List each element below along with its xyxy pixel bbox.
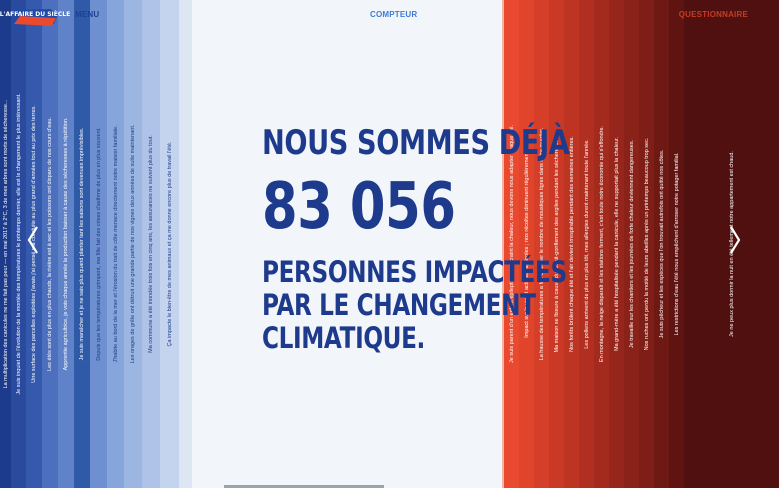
chevron-right-icon[interactable] bbox=[728, 225, 742, 255]
testimony-stripe[interactable] bbox=[90, 0, 107, 488]
testimony-stripe[interactable] bbox=[594, 0, 609, 488]
headline-line: PAR LE CHANGEMENT bbox=[262, 288, 536, 322]
testimony-stripe[interactable] bbox=[107, 0, 124, 488]
testimony-stripe[interactable] bbox=[58, 0, 74, 488]
testimony-stripe[interactable] bbox=[564, 0, 579, 488]
testimony-stripe[interactable] bbox=[160, 0, 179, 488]
testimony-text: Nos ruches ont perdu la moitié de leurs abeilles après un printemps beaucoup trop sec. bbox=[643, 137, 650, 351]
testimony-stripe[interactable] bbox=[639, 0, 654, 488]
testimony-text: Je suis parent d'un enfant épileptique qui craint la chaleur, nous devons nous adapter chaque été. bbox=[508, 124, 515, 364]
testimony-text: La multiplication des canicules ne me fait pas peur — en mai 2017 à 2°C, 3 de mes arbres sont morts de sécheresse... bbox=[2, 99, 9, 389]
testimony-stripe[interactable] bbox=[654, 0, 669, 488]
impact-counter: 83 056 bbox=[262, 170, 456, 244]
testimony-text: Je suis pêcheur et les espèces que l'on trouvait autrefois ont quitté nos côtes. bbox=[658, 149, 665, 339]
testimony-stripe[interactable] bbox=[549, 0, 564, 488]
top-nav-bar bbox=[0, 0, 768, 31]
headline-line: CLIMATIQUE. bbox=[262, 321, 425, 355]
testimony-text: Ma maison se fissure à cause du retrait-gonflement des argiles pendant les sécheresses. bbox=[553, 135, 560, 353]
center-panel-stripe bbox=[192, 0, 502, 488]
chevron-left-icon[interactable] bbox=[26, 225, 40, 255]
testimony-text: J'habite au bord de la mer et l'érosion du trait de côte menace directement notre maison familiale. bbox=[112, 125, 119, 363]
testimony-stripe[interactable] bbox=[534, 0, 549, 488]
questionnaire-link[interactable]: QUESTIONNAIRE bbox=[678, 10, 748, 19]
headline-intro: NOUS SOMMES DÉJÀ bbox=[262, 123, 570, 163]
testimony-text: Apprentie agricultrice, je vois chaque année la production baisser à cause des sécheresses à répétition. bbox=[63, 117, 69, 371]
testimony-stripe[interactable] bbox=[11, 0, 26, 488]
affaire-du-siecle-logo[interactable] bbox=[0, 6, 71, 28]
headline-line: PERSONNES IMPACTÉES bbox=[262, 255, 567, 289]
testimony-text: Ma grand-mère a été hospitalisée pendant la canicule, elle ne supportait plus la chaleur. bbox=[613, 136, 620, 352]
testimony-text: Les étés sont de plus en plus chauds, la rivière est à sec et les poissons ont disparu de nos cours d'eau. bbox=[47, 117, 53, 371]
compteur-link[interactable]: COMPTEUR bbox=[370, 10, 418, 19]
testimony-stripe[interactable] bbox=[579, 0, 594, 488]
testimony-stripe[interactable] bbox=[142, 0, 160, 488]
testimony-stripe bbox=[179, 0, 192, 488]
testimony-stripe[interactable] bbox=[504, 0, 519, 488]
testimony-text: Les restrictions d'eau l'été nous empêchent d'arroser notre potager familial. bbox=[673, 152, 680, 336]
headline-description bbox=[262, 256, 567, 355]
testimony-text: Les pollens arrivent de plus en plus tôt, mes allergies durent maintenant toute l'année. bbox=[583, 139, 590, 349]
testimony-text: Impact sur la vie et activités agricoles ; nos récoltes diminuent régulièrement. bbox=[523, 150, 530, 338]
testimony-text: Je ne peux plus dormir la nuit en été tellement notre appartement est chaud. bbox=[728, 151, 735, 337]
testimony-stripe[interactable] bbox=[0, 0, 11, 488]
testimony-text: Les orages de grêle ont détruit une grande partie de nos vignes deux années de suite maintenant. bbox=[130, 124, 136, 364]
testimony-stripe[interactable] bbox=[42, 0, 58, 488]
testimony-text: Ça impacte le bien-être de mes animaux et ça me donne encore plus de travail l'été. bbox=[166, 141, 173, 347]
menu-link[interactable]: MENU bbox=[75, 10, 100, 19]
testimony-text: Je suis inquiet de l'évolution de la montée des températures le printemps dernier, elle est le changement le plus intéressant. bbox=[15, 93, 22, 395]
testimony-text: Je suis maraîcher et je ne sais plus quand planter tant les saisons sont devenues imprévisibles. bbox=[79, 127, 85, 361]
testimony-text: Une surface des parcelles exploitées j'avais j'ai pensé ma conduite au plus grand d'années tout au prix des terres. bbox=[31, 105, 37, 383]
testimony-stripe[interactable] bbox=[669, 0, 684, 488]
testimony-text: Je travaille sur les chantiers et les journées de forte chaleur deviennent dangereuses. bbox=[628, 139, 635, 349]
testimony-text: Nos forêts brûlent chaque été et l'air devient irrespirable pendant des semaines entières. bbox=[568, 136, 575, 352]
logo-text: L'AFFAIRE DU SIÈCLE bbox=[0, 11, 71, 18]
testimony-stripe[interactable] bbox=[624, 0, 639, 488]
testimony-stripe[interactable] bbox=[519, 0, 534, 488]
testimony-stripe[interactable] bbox=[74, 0, 90, 488]
testimony-text: La hausse des températures a fait exploser le nombre de moustiques tigres dans notre quartier. bbox=[538, 127, 545, 361]
testimony-stripe[interactable] bbox=[124, 0, 142, 488]
testimony-text: En montagne, la neige disparaît et les stations ferment, c'est toute notre économie qui s'effondre. bbox=[598, 125, 605, 363]
testimony-text: Ma commune a été inondée trois fois en cinq ans, les assurances ne suivent plus du tout. bbox=[148, 135, 154, 353]
testimony-stripe[interactable] bbox=[609, 0, 624, 488]
testimony-text: Depuis que les températures grimpent, ma fille fait des crises d'asthme de plus en plus souvent. bbox=[95, 127, 102, 361]
